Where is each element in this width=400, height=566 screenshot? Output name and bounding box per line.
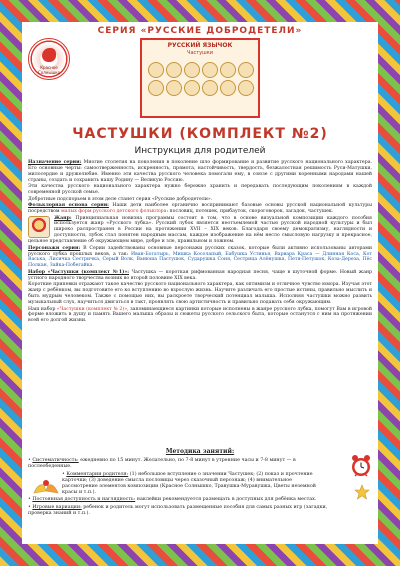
page-title: ЧАСТУШКИ (КОМПЛЕКТ №2) — [72, 126, 328, 142]
genre-paragraph — [28, 216, 372, 246]
kit-paragraph — [28, 307, 372, 325]
cover-card — [166, 80, 182, 96]
brand-logo — [28, 38, 70, 80]
cover-card — [238, 80, 254, 96]
lubok-thumbnail-icon — [28, 216, 50, 238]
folklore-highlight: малых форм русского детского фольклора — [61, 209, 167, 215]
genre-text: Принципиальная новизна программы состоит в том, что в основе визуальной композиции каждого пособия используется жанр «Русского лубка». Русский лубок является неотъемлемой частью русской народной культуры и был широко распространен в России на протяжении XVII – XIX веков. Благодаря своему демократизму, наглядности и доступности, лубок стал понятен народным массам, каждое изображение на нём несло смысловую нагрузку и прекрасное, цельное представление об окружающем мире, добре и зле, правильном и ложном. — [28, 215, 372, 245]
cover-title: РУССКИЙ ЯЗЫЧОК — [167, 42, 233, 49]
cover-card — [148, 80, 164, 96]
methods-title: Методика занятий: — [165, 448, 235, 455]
characters-paragraph — [28, 246, 372, 270]
method-item: • Комментарии родителя: (1) небольшое вступление о значении Частушек; (2) показ и прочтение карточки; (3) доведение смысла пословицы через сказочный персонаж; (4) внимательное рассмотрение элементов композиции (Красное Солнышко, Травушка-Муравушка, Цветы неземной красы и т.п.). — [62, 471, 316, 495]
set-paragraph — [28, 270, 372, 282]
kit-text: Наш набор — [28, 306, 57, 312]
characters-text: В Серии задействованы основные персонажи русских сказок, которые были активно использованы авторами русского лубка прошлых веков, а так: — [28, 245, 372, 257]
series-heading: СЕРИЯ «РУССКИЕ ДОБРОДЕТЕЛИ» — [97, 26, 303, 36]
kit-text-end: , запоминающиеся картинки которые исполнены в жанре русского лубка, помогут Вам в игровой форме вложить в душу и память Вашего малыша образы и сюжеты русского сельского быта, которые останутся с ним на протяжении всей его долгой жизни. — [28, 306, 372, 324]
method-text: (1) небольшое вступление о значении Частушек; (2) показ и прочтение карточки; (3) доведение смысла пословицы через сказочный персонаж; (4) внимательное рассмотрение элементов композиции (Красное Солнышко, Травушка-Муравушка, Цветы неземной красы и т.п.). — [62, 471, 316, 495]
method-item: • Постоянная доступность и наглядность: наклейки рекомендуется размещать в доступных для ребёнка местах. — [28, 497, 317, 503]
cover-card — [220, 62, 236, 78]
alarm-clock-icon — [350, 454, 372, 478]
method-label: Комментарии родителя: — [66, 471, 129, 477]
purpose-text: Многие столетия на поколения в поколение шло формирование и развитие русского национального характера. Его основные черты: самоотверженность, искренность, прямота, настойчивость, твердость, безжалостная решимость Руси-Матушки, милосердие и дружелюбие. Именно эти качества русского человека помогали ему, в союзе с другими коренными народами нашей страны, создать и сохранить нашу Родину — Великую Россию. — [28, 160, 372, 183]
method-item: • Систематичность: ежедневно по 15 минут. Желательно, по 7-8 минут в утренние часы и 7-8 минут — в послеобеденные. — [28, 458, 296, 469]
heritage-paragraph: Эти качества русского национального характера нужно бережно хранить и передавать последующим поколениям в каждой современной русской семье. — [28, 184, 372, 196]
cover-card — [184, 62, 200, 78]
kit-highlight: «Частушки (комплект № 2)» — [56, 306, 128, 312]
star-icon — [354, 484, 370, 500]
series-note: Добротные подспорьем в этом деле станет серия «Русские добродетели». — [28, 196, 213, 202]
cover-card — [166, 62, 182, 78]
page-subtitle: Инструкция для родителей — [134, 146, 266, 156]
instruction-body — [28, 160, 372, 325]
folklore-text-end: : пословиц, потешек, прибауток, скороговорок, загадок, частушек. — [166, 209, 334, 215]
cover-card — [184, 80, 200, 96]
purpose-label: Назначение серии: — [28, 160, 82, 165]
cover-card — [220, 80, 236, 96]
purpose-paragraph — [28, 160, 372, 184]
method-text: наклейки рекомендуется размещать в доступных для ребёнка местах. — [135, 497, 317, 503]
hands-icon — [32, 477, 60, 499]
method-text: ребенок и родитель могут использовать размещенные пособия для самых разных игр (загадки, проверка знаний и т.п.). — [28, 504, 328, 516]
folklore-paragraph — [28, 203, 372, 215]
logo-label: Красное Солнышко — [37, 65, 61, 75]
method-label: Постоянная доступность и наглядность: — [32, 497, 136, 503]
bird-icon — [42, 48, 56, 62]
set-label: Набор «Частушки (комплект №1)»: — [28, 269, 129, 275]
characters-list: Иван-Богатырь, Мишка Косолапый, Бабушка Устинья, Варвара Краса — Длинная Коса, Кот Васька, Лисичка Сестричка, Серый Волк, Ванюша Пастушок, Сударушка Соня, Сестрица Алёнушка, Петя-Петушок, Коза-Дереза, Пёс Полкан, Зайка-Побегайка. — [28, 251, 373, 269]
genre-label: Жанр: — [54, 215, 72, 221]
method-label: Систематичность: — [32, 458, 79, 463]
characters-label: Персонажи серии: — [28, 245, 81, 251]
set-text: Частушка — короткая рифмованная народная песня, чаще в шуточной форме. Новый жанр устного народного творчества возник во второй половине XIX века. — [28, 269, 372, 281]
cover-card — [148, 62, 164, 78]
cover-card — [202, 80, 218, 96]
folklore-label: Фольклорная основа серии: — [28, 203, 109, 209]
instruction-page — [22, 22, 378, 544]
product-cover-image — [140, 38, 260, 118]
cover-card — [238, 62, 254, 78]
cover-cards — [148, 60, 252, 110]
cover-card — [202, 62, 218, 78]
method-text: ежедневно по 15 минут. Желательно, по 7-8 минут в утренние часы и 7-8 минут — в послеобеденные. — [28, 458, 296, 469]
cover-subtitle: Частушки — [187, 50, 213, 56]
methods-list — [28, 458, 328, 518]
folklore-text: Наши дети наиболее органично воспринимают базовые основы русской национальной культуры посредством — [28, 203, 372, 215]
method-item: • Игровые вариации: ребенок и родитель могут использовать размещенные пособия для самых разных игр (загадки, проверка знаний и т.п.). — [28, 504, 328, 516]
method-label: Игровые вариации: — [32, 504, 82, 510]
benefits-paragraph: Короткие припевки отражают такое качество русского национального характера, как оптимизм и отличное чувство юмора. Изучая этот жанр с ребёнком, вы подготовите его ко вступлению во взрослую жизнь. Научите различать его простые истины, правильно мыслить и быть мудрым человеком. Также с помощью них, вы раскроете творческий потенциал малыша. Исполняя частушки можно развить музыкальный слух, научиться двигаться в такт, проявлять свою артистичность и правильно подавать себя окружающим. — [28, 282, 372, 305]
